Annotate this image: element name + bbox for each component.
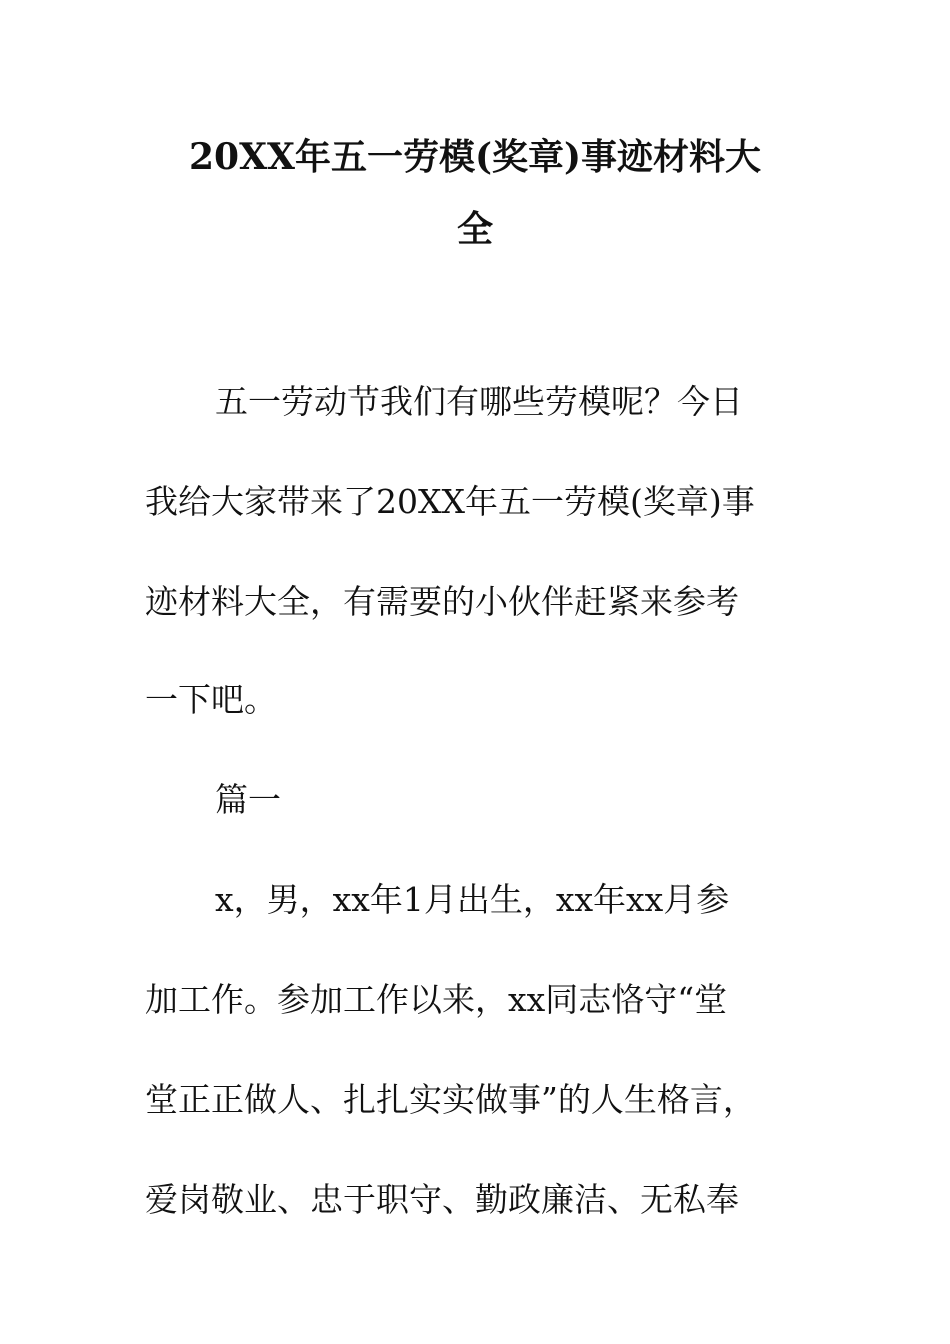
- paragraph-line: 我给大家带来了20XX年五一劳模(奖章)事: [145, 482, 755, 521]
- paragraph-line: 爱岗敬业、忠于职守、勤政廉洁、无私奉: [145, 1180, 739, 1219]
- paragraph-line: 堂正正做人、扎扎实实做事”的人生格言，: [145, 1080, 756, 1119]
- paragraph-line: 迹材料大全，有需要的小伙伴赶紧来参考: [145, 582, 739, 621]
- section-heading: 篇一: [215, 780, 281, 819]
- paragraph-line: 五一劳动节我们有哪些劳模呢？今日: [215, 382, 743, 421]
- paragraph-line: 加工作。参加工作以来，xx同志恪守“堂: [145, 980, 728, 1019]
- paragraph-line: 一下吧。: [145, 680, 277, 719]
- document-title-line-2: 全: [456, 208, 493, 250]
- document-title-line-1: 20XX年五一劳模(奖章)事迹材料大: [188, 136, 762, 178]
- paragraph-line: x，男，xx年1月出生，xx年xx月参: [215, 880, 730, 919]
